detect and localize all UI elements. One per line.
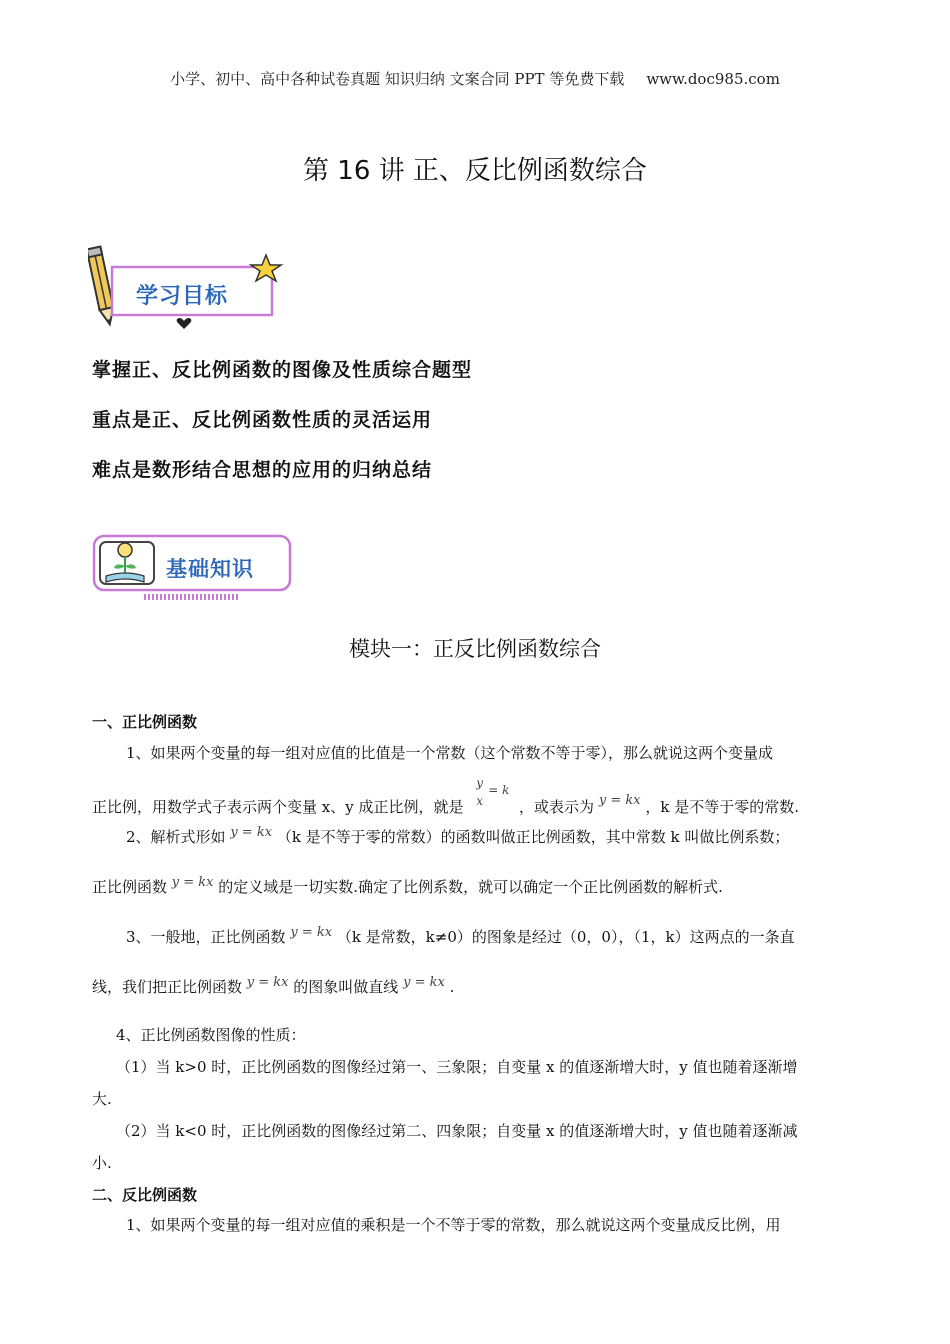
formula-y-kx: y = kx (171, 875, 214, 890)
s1-p1-line2-a: 正比例，用数学式子表示两个变量 x、y 成正比例，就是 (92, 798, 464, 816)
s2-p1-line1: 1、如果两个变量的每一组对应值的乘积是一个不等于零的常数，那么就说这两个变量成反比例，用 (126, 1216, 781, 1234)
goal-2: 重点是正、反比例函数性质的灵活运用 (92, 409, 433, 431)
formula-y-kx: y = kx (290, 925, 333, 940)
basic-knowledge-label: 基础知识 (166, 557, 254, 581)
s1-p2-line1-b: （k 是不等于零的常数）的函数叫做正比例函数，其中常数 k 叫做比例系数； (276, 828, 790, 846)
basic-knowledge-banner (92, 532, 292, 604)
s1-p1-line2 (92, 776, 799, 818)
module-title: 模块一：正反比例函数综合 (349, 637, 601, 661)
s1-p2-line1-a: 2、解析式形如 (126, 828, 226, 846)
formula-y-kx: y = kx (230, 825, 273, 840)
s1-p1-line2-c: ，k 是不等于零的常数. (645, 798, 799, 816)
s1-p1-line2-b: ，或表示为 (519, 798, 595, 816)
s1-p2-line2-a: 正比例函数 (92, 878, 168, 896)
goal-3: 难点是数形结合思想的应用的归纳总结 (92, 459, 433, 481)
s1-p1-line1: 1、如果两个变量的每一组对应值的比值是一个常数（这个常数不等于零），那么就说这两个变量成 (126, 744, 774, 762)
s1-p3-line2-a: 线，我们把正比例函数 (92, 978, 243, 996)
s1-p3-line2-c: . (449, 978, 455, 996)
s1-p3-line2 (92, 976, 454, 997)
frac-denominator: x (476, 794, 484, 808)
s1-p2-line2 (92, 876, 723, 897)
formula-y-kx: y = kx (403, 975, 445, 990)
goal-1: 掌握正、反比例函数的图像及性质综合题型 (92, 359, 473, 381)
page-header (0, 68, 950, 89)
learning-goals-banner (88, 243, 288, 333)
section-heading-inverse-proportion: 二、反比例函数 (92, 1186, 198, 1204)
s1-p6-line2: 小. (92, 1154, 112, 1172)
formula-y-kx: y = kx (246, 975, 289, 990)
page-title: 第 16 讲 正、反比例函数综合 (303, 156, 647, 186)
header-url[interactable]: www.doc985.com (646, 70, 780, 88)
s1-p3-line1-b: （k 是常数，k≠0）的图象是经过（0，0），（1，k）这两点的一条直 (336, 928, 795, 946)
s1-p3-line1-a: 3、一般地，正比例函数 (126, 928, 286, 946)
s1-p2-line2-b: 的定义域是一切实数.确定了比例系数，就可以确定一个正比例函数的解析式. (218, 878, 723, 896)
s1-p6-line1: （2）当 k<0 时，正比例函数的图像经过第二、四象限；自变量 x 的值逐渐增大时，y 值也随着逐渐减 (116, 1122, 798, 1140)
learning-goals-label: 学习目标 (136, 284, 229, 309)
s1-p5-line1: （1）当 k>0 时，正比例函数的图像经过第一、三象限；自变量 x 的值逐渐增大时，y 值也随着逐渐增 (116, 1058, 798, 1076)
s1-p2-line1 (126, 826, 789, 847)
s1-p5-line2: 大. (92, 1090, 112, 1108)
header-text: 小学、初中、高中各种试卷真题 知识归纳 文案合同 PPT 等免费下载 (170, 70, 625, 88)
s1-p4: 4、正比例函数图像的性质： (116, 1026, 306, 1044)
frac-equals: = k (488, 783, 510, 797)
section-heading-direct-proportion: 一、正比例函数 (92, 713, 198, 731)
formula-y-kx: y = kx (598, 793, 641, 808)
frac-numerator: y (476, 776, 484, 790)
s1-p3-line2-b: 的图象叫做直线 (293, 978, 399, 996)
fraction-y-over-x (468, 776, 510, 818)
s1-p3-line1 (126, 926, 795, 947)
